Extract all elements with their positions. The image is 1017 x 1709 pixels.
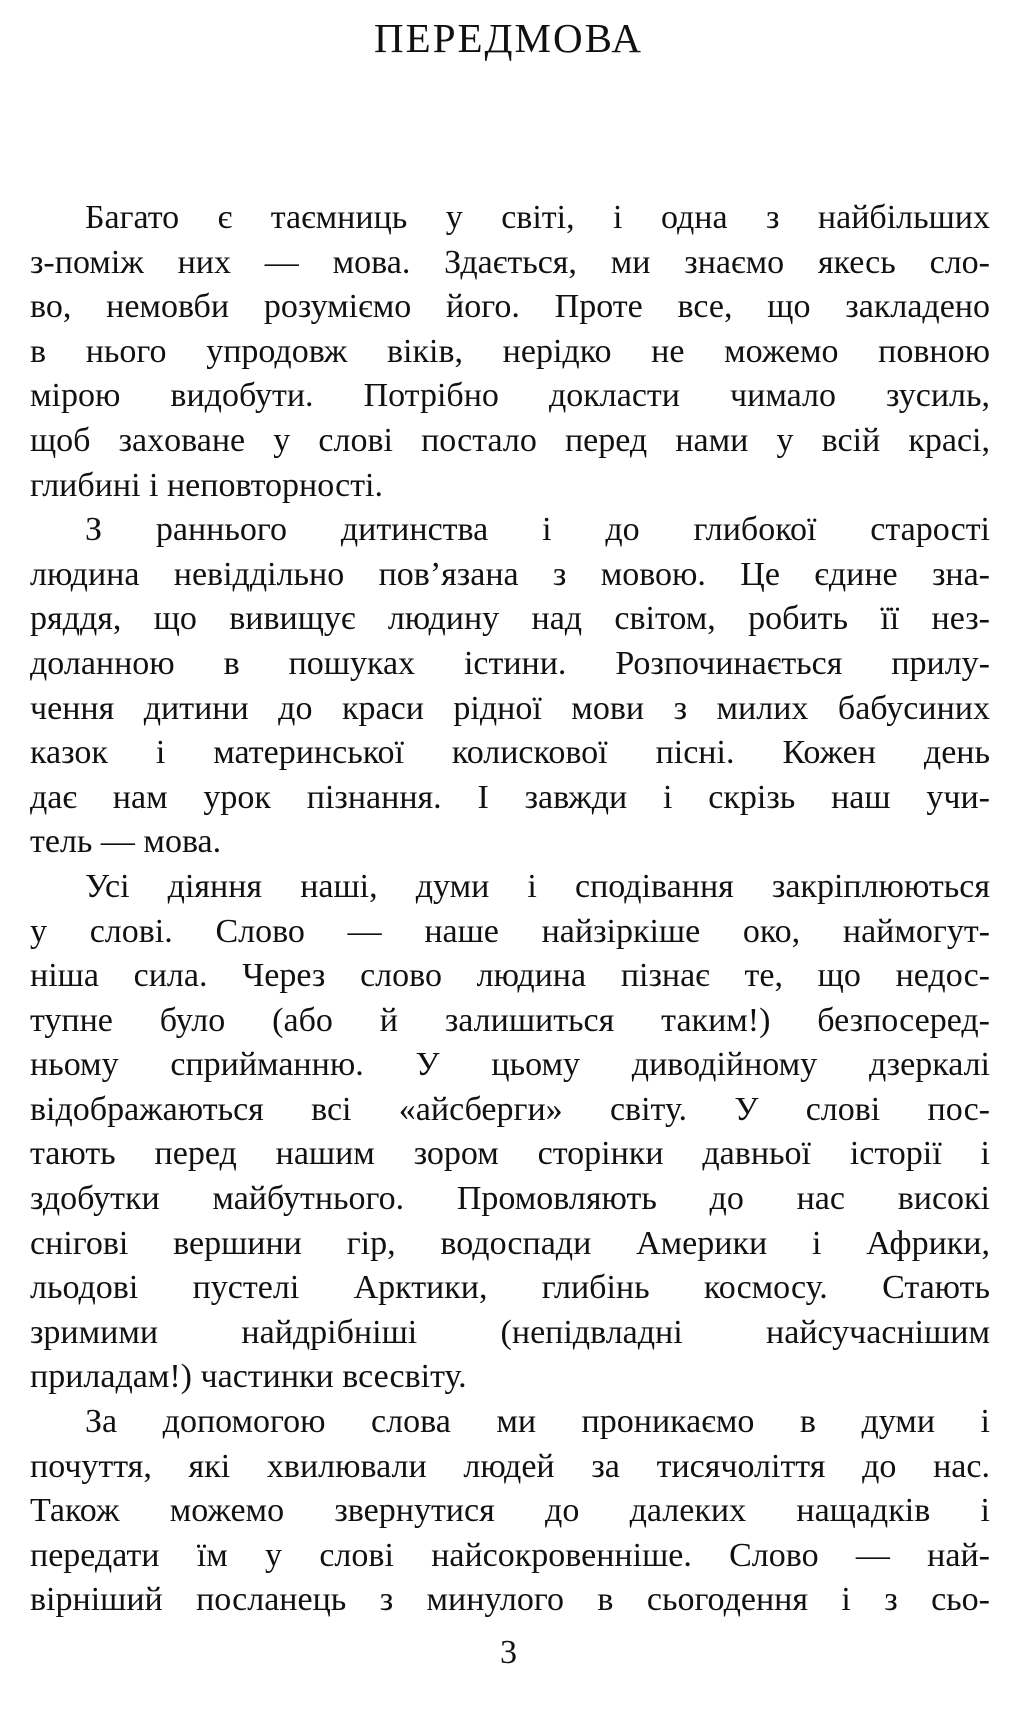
text-line: вірніший посланець з минулого в сьогодення і з сьо- (30, 1581, 990, 1619)
body-text (30, 196, 990, 1623)
text-line: ніша сила. Через слово людина пізнає те, що недос- (30, 957, 990, 995)
text-line: здобутки майбутнього. Промовляють до нас високі (30, 1180, 990, 1218)
text-line: во, немовби розуміємо його. Проте все, що закладено (30, 288, 990, 326)
page-number: 3 (500, 1634, 517, 1671)
text-line: За допомогою слова ми проникаємо в думи і (85, 1403, 990, 1441)
text-line: в нього упродовж віків, нерідко не можемо повною (30, 332, 990, 370)
text-line: Усі діяння наші, думи і сподівання закріплюються (85, 867, 990, 905)
text-line: Багато є таємниць у світі, і одна з найбільших (85, 199, 990, 236)
text-line: доланною в пошуках істини. Розпочинається прилу- (30, 644, 990, 682)
text-line: тупне було (або й залишиться таким!) безпосеред- (30, 1001, 990, 1039)
text-line: щоб захoване у слові постало перед нами у всій красі, (30, 421, 990, 459)
text-line: почуття, які хвилювали людей за тисячоліття до нас. (30, 1447, 990, 1485)
text-line: казок і материнської колискової пісні. Кожен день (30, 734, 990, 772)
text-line: мірою видобути. Потрібно докласти чимало зусиль, (30, 377, 990, 415)
paragraph-2 (30, 508, 990, 865)
text-line: льодові пустелі Арктики, глибінь космосу. Стають (30, 1269, 990, 1307)
paragraph-4 (30, 1400, 990, 1623)
text-line: тель — мова. (30, 823, 222, 861)
text-line: у слові. Слово — наше найзіркіше око, наймогут- (30, 912, 990, 950)
text-line: З раннього дитинства і до глибокої старості (85, 511, 990, 549)
text-line: відображаються всі «айсберги» світу. У слові пос- (30, 1090, 990, 1128)
text-line: Також можемо звернутися до далеких нащадків і (30, 1492, 990, 1530)
text-line: зримими найдрібніші (непідвладні найсучаснішим (30, 1313, 990, 1351)
text-line: чення дитини до краси рідної мови з милих бабусиних (30, 689, 990, 727)
text-line: ряддя, що вивищує людину над світом, робить її нез- (30, 600, 990, 638)
text-line: снігові вершини гір, водоспади Америки і Африки, (30, 1224, 990, 1262)
text-line: тають перед нашим зором сторінки давньої історії і (30, 1135, 990, 1173)
text-line: людина невіддільно пов’язана з мовою. Це єдине зна- (30, 555, 990, 593)
text-line: глибині і неповторності. (30, 466, 383, 504)
page-title: ПЕРЕДМОВА (374, 15, 643, 61)
text-line: передати їм у слові найсокровенніше. Слово — най- (30, 1536, 990, 1574)
text-line: ньому сприйманню. У цьому диводійному дзеркалі (30, 1046, 990, 1084)
text-line: з-поміж них — мова. Здається, ми знаємо якесь сло- (30, 243, 990, 281)
text-line: приладам!) частинки всесвіту. (30, 1358, 467, 1396)
text-line: дає нам урок пізнання. І завжди і скрізь наш учи- (30, 778, 990, 816)
paragraph-3 (30, 865, 990, 1400)
paragraph-1 (30, 196, 990, 508)
